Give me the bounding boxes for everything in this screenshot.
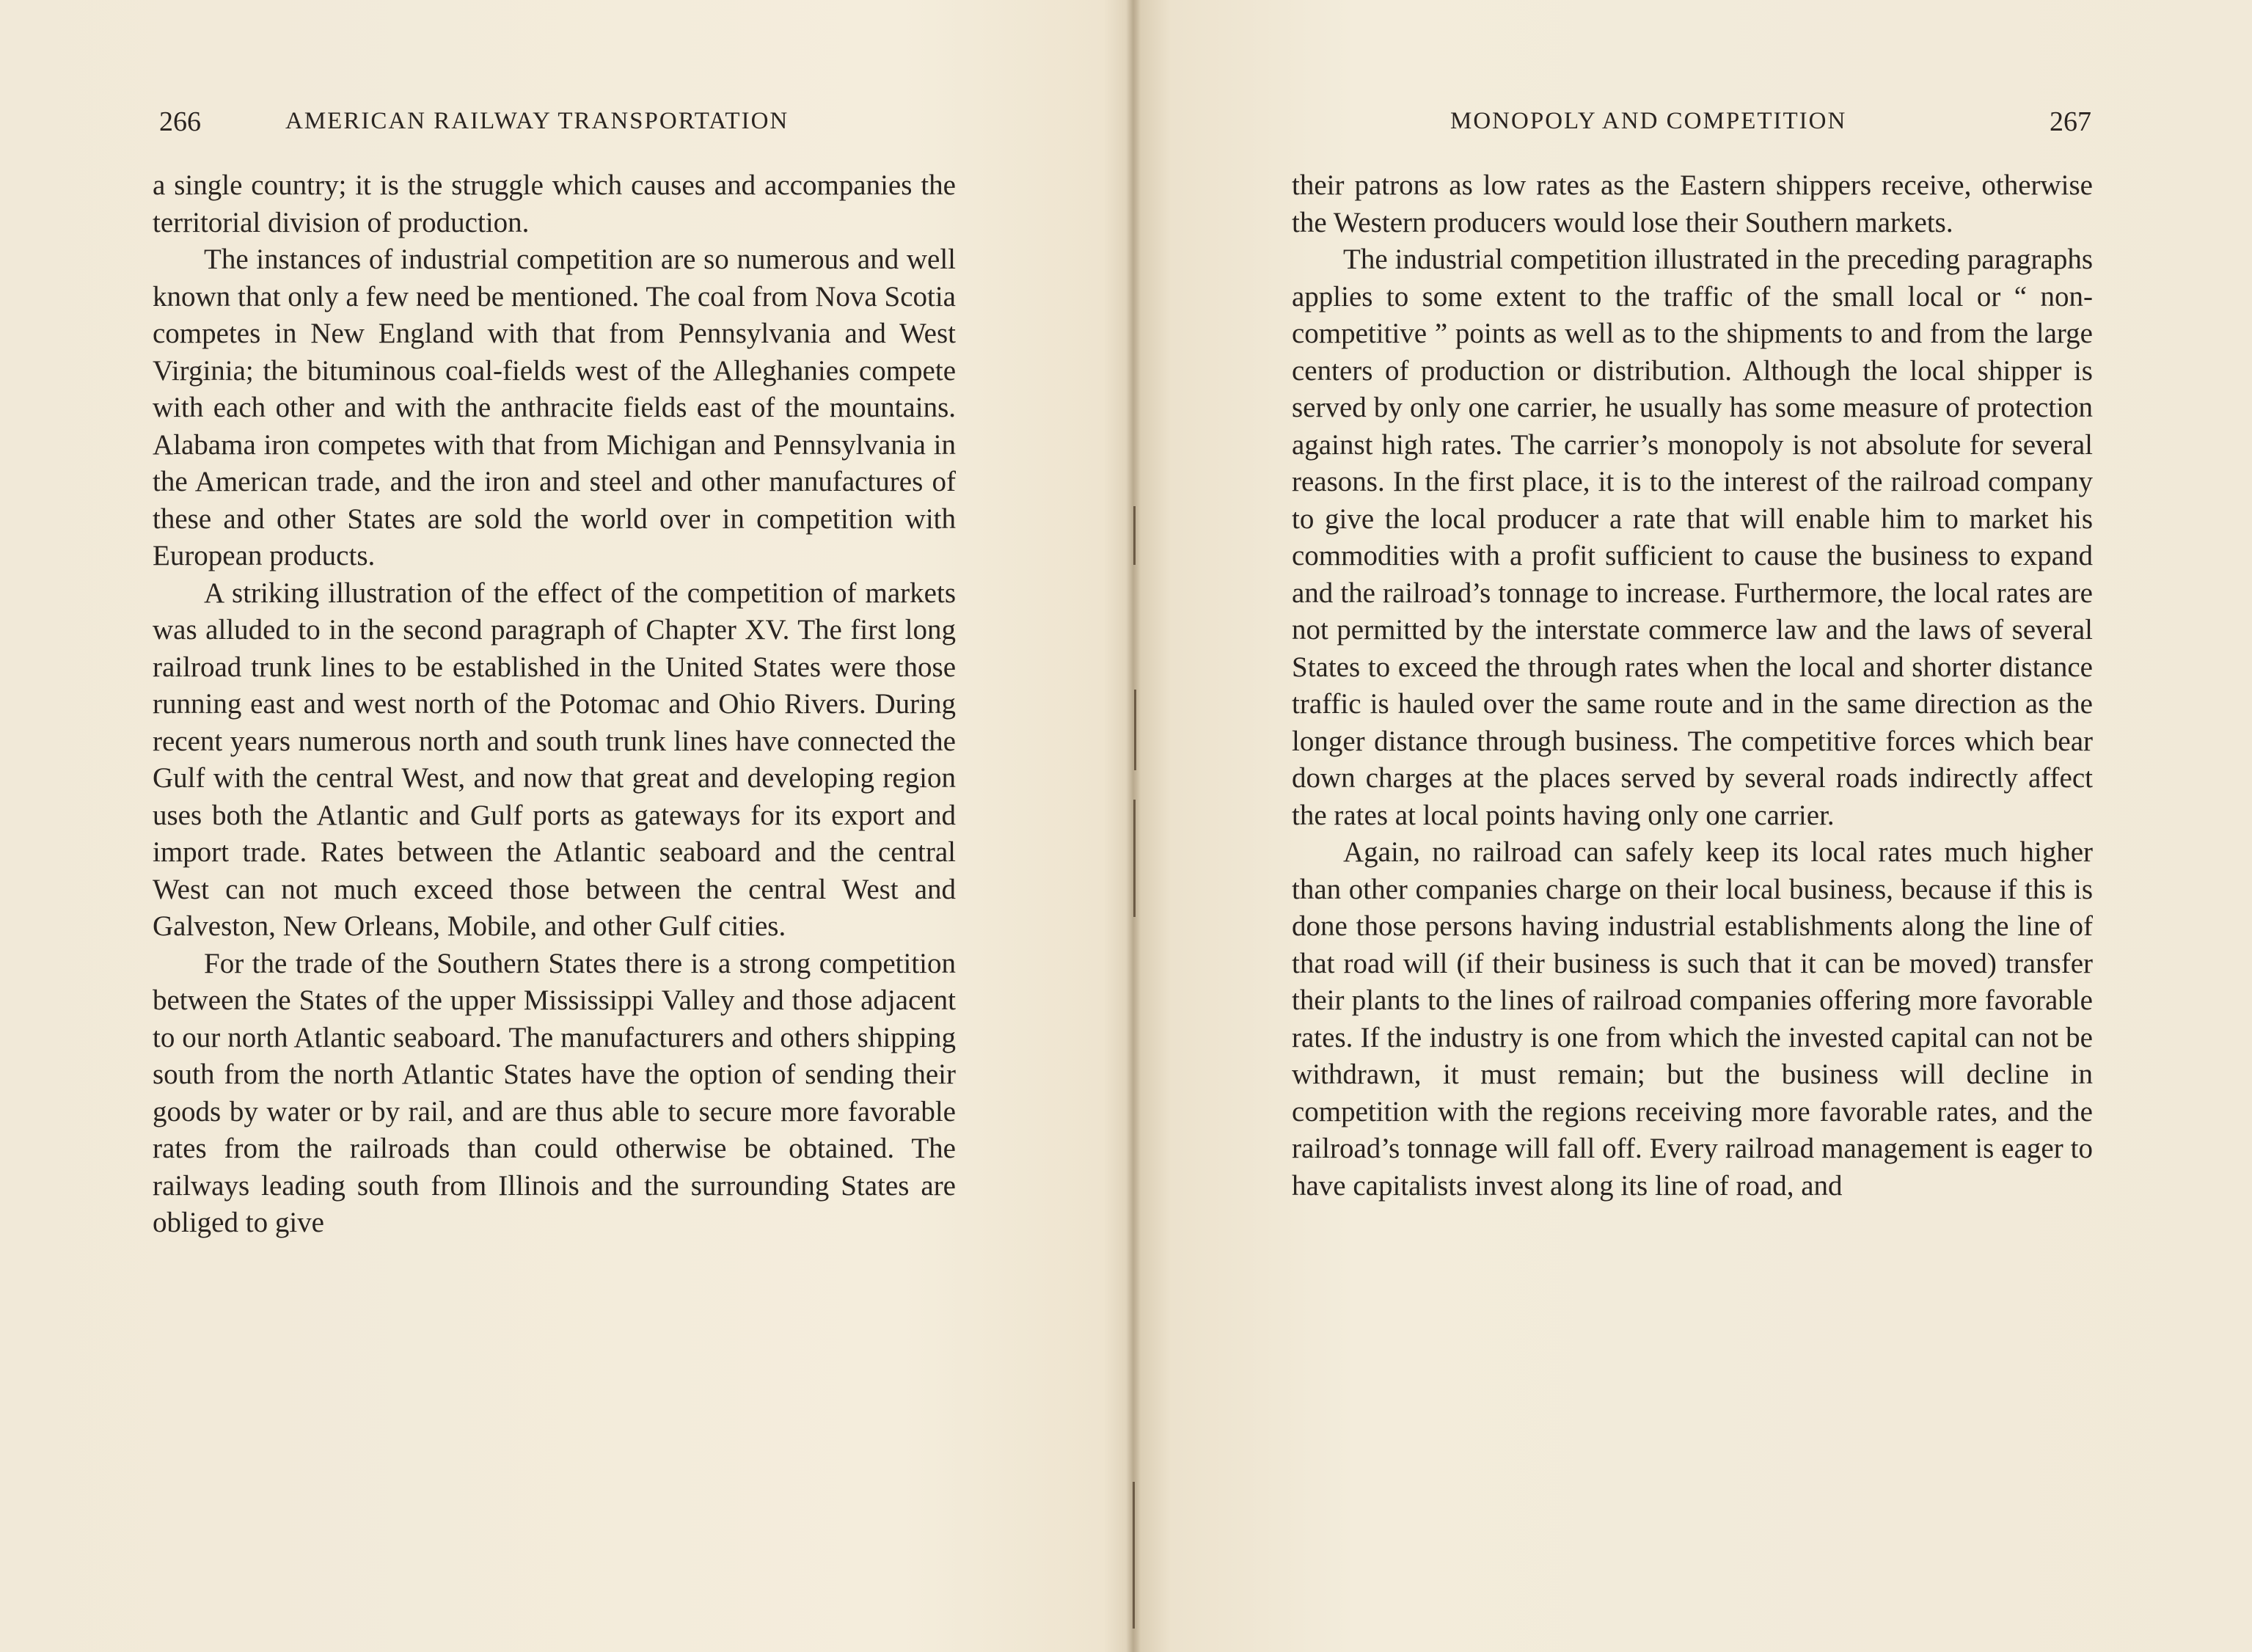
right-page-header [1292, 106, 2091, 138]
right-page-body [1292, 167, 2093, 1205]
paragraph: Again, no railroad can safely keep its local rates much higher than other companies charge on their local business, because if this is done those persons having industrial establishments along the line of that road will (if their business is such that it can be moved) transfer their plants to the lines of railroad companies offering more favorable rates. If the industry is one from which the invested capital can not be withdrawn, it must remain; but the business will decline in competition with the regions receiving more favorable rates, and the railroad’s tonnage will fall off. Every railroad management is eager to have capitalists invest along its line of road, and [1292, 836, 2093, 1202]
paragraph: For the trade of the Southern States there is a strong competition between the States of the upper Mississippi Valley and those adjacent to our north Atlantic seaboard. The manufacturers and others shipping south from the north Atlantic States have the option of sending their goods by water or by rail, and are thus able to secure more favorable rates from the railroads than could otherwise be obtained. The railways leading south from Illinois and the surrounding States are obliged to give [153, 947, 956, 1238]
paragraph: The instances of industrial competition are so numerous and well known that only a few need be mentioned. The coal from Nova Scotia competes in New England with that from Pennsylvania and West Virginia; the bituminous coal-fields west of the Alleghanies compete with each other and with the anthracite fields east of the mountains. Alabama iron competes with that from Michigan and Pennsylvania in the American trade, and the iron and steel and other manufactures of these and other States are sold the world over in competition with European products. [153, 244, 956, 571]
paragraph: A striking illustration of the effect of the competition of markets was alluded to in the second paragraph of Chapter XV. The first long railroad trunk lines to be established in the United States were those running east and west north of the Potomac and Ohio Rivers. During recent years numerous north and south trunk lines have connected the Gulf with the central West, and now that great and developing region uses both the Atlantic and Gulf ports as gateways for its export and import trade. Rates between the Atlantic seaboard and the central West can not much exceed those between the central West and Galveston, New Orleans, Mobile, and other Gulf cities. [153, 577, 956, 942]
paragraph: their patrons as low rates as the Eastern shippers receive, otherwise the Western producers would lose their Southern markets. [1292, 169, 2093, 238]
page-number: 266 [159, 106, 201, 137]
paragraph: The industrial competition illustrated in the preceding paragraphs applies to some extent to the traffic of the small local or “ non-competitive ” points as well as to the shipments to and from the large centers of production or distribution. Although the local shipper is served by only one carrier, he usually has some measure of protection against high rates. The carrier’s monopoly is not absolute for several reasons. In the first place, it is to the interest of the railroad company to give the local producer a rate that will enable him to market his commodities with a profit sufficient to cause the business to expand and the railroad’s tonnage to increase. Furthermore, the local rates are not permitted by the interstate commerce law and the laws of several States to exceed the through rates when the local and shorter distance traffic is hauled over the same route and in the same direction as the longer distance through business. The competitive forces which bear down charges at the places served by several roads indirectly affect the rates at local points having only one carrier. [1292, 244, 2093, 831]
page-number: 267 [2050, 106, 2091, 137]
gutter-mark [1133, 1482, 1135, 1629]
gutter-mark [1133, 506, 1136, 565]
running-head: AMERICAN RAILWAY TRANSPORTATION [285, 108, 789, 134]
paragraph: a single country; it is the struggle which causes and accompanies the territorial division of production. [153, 169, 956, 238]
right-page [1141, 0, 2252, 1652]
gutter-mark [1134, 690, 1136, 770]
left-page-header [159, 106, 959, 138]
gutter-mark [1133, 800, 1136, 917]
left-page-body [153, 167, 956, 1242]
running-head: MONOPOLY AND COMPETITION [1450, 108, 1847, 134]
